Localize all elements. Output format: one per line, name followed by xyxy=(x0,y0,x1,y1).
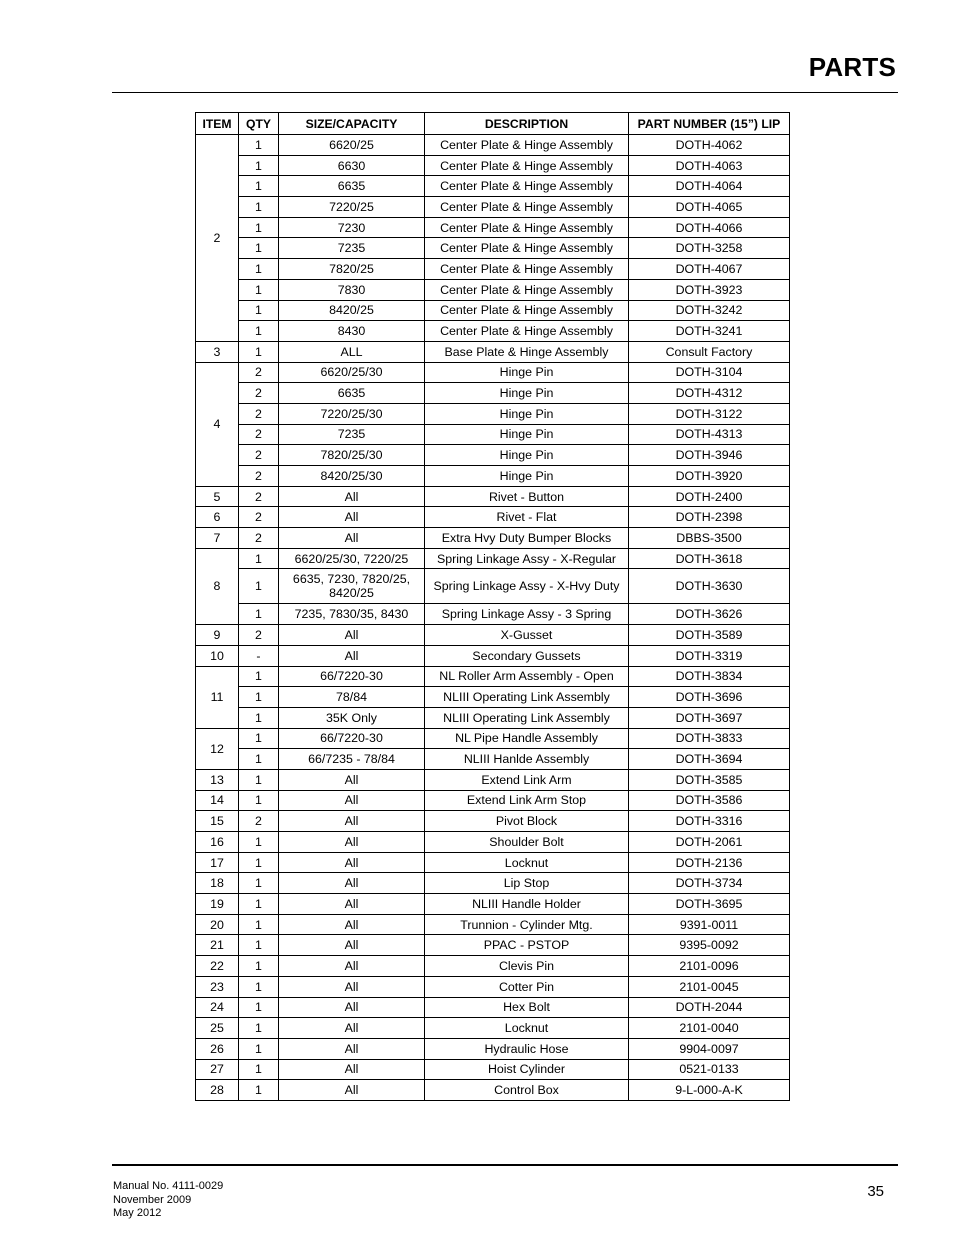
part-number-cell: 0521-0133 xyxy=(629,1059,790,1080)
page-number: 35 xyxy=(867,1183,884,1200)
size-capacity-cell: 7235, 7830/35, 8430 xyxy=(279,604,425,625)
item-number-cell: 5 xyxy=(196,486,239,507)
part-number-cell: DOTH-4312 xyxy=(629,383,790,404)
table-row xyxy=(196,811,790,832)
table-row xyxy=(196,300,790,321)
table-row xyxy=(196,894,790,915)
part-number-cell: DOTH-3695 xyxy=(629,894,790,915)
item-number-cell: 25 xyxy=(196,1018,239,1039)
qty-cell: 2 xyxy=(239,403,279,424)
table-row xyxy=(196,852,790,873)
qty-cell: 1 xyxy=(239,569,279,604)
description-cell: X-Gusset xyxy=(425,625,629,646)
part-number-cell: DOTH-3697 xyxy=(629,707,790,728)
part-number-cell: DOTH-3694 xyxy=(629,749,790,770)
qty-cell: 1 xyxy=(239,1080,279,1101)
qty-cell: 2 xyxy=(239,486,279,507)
size-capacity-cell: 6620/25/30 xyxy=(279,362,425,383)
description-cell: NLIII Handle Holder xyxy=(425,894,629,915)
part-number-cell: DOTH-3946 xyxy=(629,445,790,466)
item-number-cell: 3 xyxy=(196,341,239,362)
size-capacity-cell: ALL xyxy=(279,341,425,362)
qty-cell: 1 xyxy=(239,1038,279,1059)
table-row xyxy=(196,956,790,977)
description-cell: Center Plate & Hinge Assembly xyxy=(425,197,629,218)
qty-cell: 1 xyxy=(239,1059,279,1080)
qty-cell: 2 xyxy=(239,625,279,646)
qty-cell: 1 xyxy=(239,914,279,935)
description-cell: Center Plate & Hinge Assembly xyxy=(425,135,629,156)
part-number-cell: Consult Factory xyxy=(629,341,790,362)
header-part-number: PART NUMBER (15”) LIP xyxy=(629,113,790,135)
qty-cell: 1 xyxy=(239,1018,279,1039)
description-cell: NLIII Operating Link Assembly xyxy=(425,707,629,728)
part-number-cell: DOTH-3696 xyxy=(629,687,790,708)
size-capacity-cell: All xyxy=(279,790,425,811)
size-capacity-cell: All xyxy=(279,894,425,915)
part-number-cell: 9395-0092 xyxy=(629,935,790,956)
qty-cell: 1 xyxy=(239,155,279,176)
table-row xyxy=(196,935,790,956)
item-number-cell: 10 xyxy=(196,645,239,666)
item-number-cell: 13 xyxy=(196,769,239,790)
qty-cell: 2 xyxy=(239,383,279,404)
description-cell: Base Plate & Hinge Assembly xyxy=(425,341,629,362)
size-capacity-cell: All xyxy=(279,976,425,997)
manual-number: Manual No. 4111-0029 xyxy=(113,1180,224,1192)
table-row xyxy=(196,997,790,1018)
size-capacity-cell: 6635 xyxy=(279,176,425,197)
table-row xyxy=(196,259,790,280)
description-cell: Center Plate & Hinge Assembly xyxy=(425,259,629,280)
item-number-cell: 26 xyxy=(196,1038,239,1059)
size-capacity-cell: All xyxy=(279,873,425,894)
item-number-cell: 6 xyxy=(196,507,239,528)
size-capacity-cell: All xyxy=(279,507,425,528)
table-row xyxy=(196,548,790,569)
item-number-cell: 17 xyxy=(196,852,239,873)
item-number-cell: 19 xyxy=(196,894,239,915)
qty-cell: 1 xyxy=(239,769,279,790)
part-number-cell: DOTH-3923 xyxy=(629,279,790,300)
description-cell: Hinge Pin xyxy=(425,466,629,487)
part-number-cell: 2101-0096 xyxy=(629,956,790,977)
description-cell: Center Plate & Hinge Assembly xyxy=(425,279,629,300)
size-capacity-cell: 7235 xyxy=(279,238,425,259)
table-row xyxy=(196,625,790,646)
description-cell: Control Box xyxy=(425,1080,629,1101)
qty-cell: 1 xyxy=(239,259,279,280)
size-capacity-cell: All xyxy=(279,645,425,666)
table-row xyxy=(196,445,790,466)
description-cell: Hinge Pin xyxy=(425,383,629,404)
size-capacity-cell: All xyxy=(279,1038,425,1059)
table-row xyxy=(196,1018,790,1039)
description-cell: Clevis Pin xyxy=(425,956,629,977)
item-number-cell: 7 xyxy=(196,528,239,549)
part-number-cell: DOTH-3319 xyxy=(629,645,790,666)
size-capacity-cell: 78/84 xyxy=(279,687,425,708)
size-capacity-cell: All xyxy=(279,914,425,935)
item-number-cell: 27 xyxy=(196,1059,239,1080)
size-capacity-cell: 66/7235 - 78/84 xyxy=(279,749,425,770)
part-number-cell: 2101-0045 xyxy=(629,976,790,997)
qty-cell: 1 xyxy=(239,687,279,708)
qty-cell: 1 xyxy=(239,279,279,300)
description-cell: Locknut xyxy=(425,852,629,873)
description-cell: Spring Linkage Assy - X-Hvy Duty xyxy=(425,569,629,604)
item-number-cell: 11 xyxy=(196,666,239,728)
part-number-cell: DOTH-4067 xyxy=(629,259,790,280)
part-number-cell: DOTH-2400 xyxy=(629,486,790,507)
qty-cell: 2 xyxy=(239,424,279,445)
table-row xyxy=(196,728,790,749)
footer-rule xyxy=(112,1164,898,1166)
qty-cell: 1 xyxy=(239,176,279,197)
size-capacity-cell: All xyxy=(279,528,425,549)
part-number-cell: DOTH-2398 xyxy=(629,507,790,528)
table-row xyxy=(196,790,790,811)
header-rule xyxy=(112,92,898,93)
qty-cell: 1 xyxy=(239,707,279,728)
size-capacity-cell: All xyxy=(279,935,425,956)
description-cell: Hinge Pin xyxy=(425,403,629,424)
revision-date-2: May 2012 xyxy=(113,1207,162,1219)
qty-cell: 1 xyxy=(239,935,279,956)
table-row xyxy=(196,666,790,687)
table-row xyxy=(196,976,790,997)
qty-cell: 1 xyxy=(239,728,279,749)
table-row xyxy=(196,1038,790,1059)
size-capacity-cell: 7235 xyxy=(279,424,425,445)
qty-cell: 1 xyxy=(239,197,279,218)
size-capacity-cell: All xyxy=(279,1059,425,1080)
description-cell: Center Plate & Hinge Assembly xyxy=(425,155,629,176)
item-number-cell: 28 xyxy=(196,1080,239,1101)
size-capacity-cell: 6620/25/30, 7220/25 xyxy=(279,548,425,569)
size-capacity-cell: 7820/25/30 xyxy=(279,445,425,466)
header-description: DESCRIPTION xyxy=(425,113,629,135)
qty-cell: - xyxy=(239,645,279,666)
parts-table-body xyxy=(196,135,790,1101)
description-cell: Center Plate & Hinge Assembly xyxy=(425,238,629,259)
size-capacity-cell: 7820/25 xyxy=(279,259,425,280)
table-row xyxy=(196,155,790,176)
size-capacity-cell: 6635, 7230, 7820/25, 8420/25 xyxy=(279,569,425,604)
description-cell: Extend Link Arm Stop xyxy=(425,790,629,811)
item-number-cell: 12 xyxy=(196,728,239,769)
item-number-cell: 18 xyxy=(196,873,239,894)
table-row xyxy=(196,687,790,708)
part-number-cell: DOTH-3104 xyxy=(629,362,790,383)
description-cell: Center Plate & Hinge Assembly xyxy=(425,217,629,238)
part-number-cell: DOTH-3586 xyxy=(629,790,790,811)
item-number-cell: 2 xyxy=(196,135,239,342)
description-cell: Lip Stop xyxy=(425,873,629,894)
description-cell: NL Roller Arm Assembly - Open xyxy=(425,666,629,687)
table-row xyxy=(196,217,790,238)
table-row xyxy=(196,1059,790,1080)
table-row xyxy=(196,769,790,790)
qty-cell: 1 xyxy=(239,790,279,811)
part-number-cell: DOTH-3122 xyxy=(629,403,790,424)
item-number-cell: 4 xyxy=(196,362,239,486)
table-row xyxy=(196,135,790,156)
qty-cell: 1 xyxy=(239,832,279,853)
description-cell: NL Pipe Handle Assembly xyxy=(425,728,629,749)
table-row xyxy=(196,341,790,362)
qty-cell: 1 xyxy=(239,956,279,977)
description-cell: Rivet - Flat xyxy=(425,507,629,528)
table-row xyxy=(196,176,790,197)
part-number-cell: DOTH-3834 xyxy=(629,666,790,687)
description-cell: Cotter Pin xyxy=(425,976,629,997)
qty-cell: 2 xyxy=(239,528,279,549)
size-capacity-cell: All xyxy=(279,997,425,1018)
size-capacity-cell: 8420/25/30 xyxy=(279,466,425,487)
header-size-capacity: SIZE/CAPACITY xyxy=(279,113,425,135)
description-cell: Rivet - Button xyxy=(425,486,629,507)
item-number-cell: 22 xyxy=(196,956,239,977)
size-capacity-cell: All xyxy=(279,811,425,832)
item-number-cell: 20 xyxy=(196,914,239,935)
part-number-cell: 9904-0097 xyxy=(629,1038,790,1059)
qty-cell: 1 xyxy=(239,135,279,156)
header-row xyxy=(196,113,790,135)
part-number-cell: DOTH-3630 xyxy=(629,569,790,604)
description-cell: Extend Link Arm xyxy=(425,769,629,790)
part-number-cell: DOTH-3241 xyxy=(629,321,790,342)
size-capacity-cell: All xyxy=(279,486,425,507)
description-cell: Hinge Pin xyxy=(425,362,629,383)
table-row xyxy=(196,279,790,300)
size-capacity-cell: 66/7220-30 xyxy=(279,666,425,687)
description-cell: Center Plate & Hinge Assembly xyxy=(425,321,629,342)
revision-date-1: November 2009 xyxy=(113,1193,192,1206)
qty-cell: 2 xyxy=(239,507,279,528)
qty-cell: 1 xyxy=(239,873,279,894)
part-number-cell: 9391-0011 xyxy=(629,914,790,935)
part-number-cell: DOTH-3618 xyxy=(629,548,790,569)
description-cell: Extra Hvy Duty Bumper Blocks xyxy=(425,528,629,549)
part-number-cell: DOTH-4066 xyxy=(629,217,790,238)
qty-cell: 1 xyxy=(239,238,279,259)
size-capacity-cell: 7230 xyxy=(279,217,425,238)
part-number-cell: DOTH-2136 xyxy=(629,852,790,873)
description-cell: Pivot Block xyxy=(425,811,629,832)
part-number-cell: DOTH-4065 xyxy=(629,197,790,218)
part-number-cell: DOTH-4313 xyxy=(629,424,790,445)
part-number-cell: DOTH-3585 xyxy=(629,769,790,790)
size-capacity-cell: All xyxy=(279,956,425,977)
size-capacity-cell: All xyxy=(279,1018,425,1039)
part-number-cell: DOTH-4063 xyxy=(629,155,790,176)
table-row xyxy=(196,197,790,218)
item-number-cell: 23 xyxy=(196,976,239,997)
description-cell: Hinge Pin xyxy=(425,445,629,466)
size-capacity-cell: 8420/25 xyxy=(279,300,425,321)
footer-info xyxy=(113,1180,223,1221)
table-row xyxy=(196,749,790,770)
qty-cell: 2 xyxy=(239,811,279,832)
table-row xyxy=(196,645,790,666)
qty-cell: 1 xyxy=(239,976,279,997)
item-number-cell: 24 xyxy=(196,997,239,1018)
size-capacity-cell: All xyxy=(279,769,425,790)
table-row xyxy=(196,1080,790,1101)
description-cell: Hex Bolt xyxy=(425,997,629,1018)
table-row xyxy=(196,466,790,487)
table-row xyxy=(196,424,790,445)
description-cell: Center Plate & Hinge Assembly xyxy=(425,300,629,321)
part-number-cell: DOTH-3626 xyxy=(629,604,790,625)
part-number-cell: DOTH-3734 xyxy=(629,873,790,894)
qty-cell: 1 xyxy=(239,997,279,1018)
description-cell: Secondary Gussets xyxy=(425,645,629,666)
qty-cell: 1 xyxy=(239,300,279,321)
header-item: ITEM xyxy=(196,113,239,135)
item-number-cell: 8 xyxy=(196,548,239,624)
table-row xyxy=(196,321,790,342)
size-capacity-cell: All xyxy=(279,852,425,873)
size-capacity-cell: 35K Only xyxy=(279,707,425,728)
part-number-cell: DOTH-2044 xyxy=(629,997,790,1018)
table-row xyxy=(196,707,790,728)
table-row xyxy=(196,486,790,507)
item-number-cell: 14 xyxy=(196,790,239,811)
item-number-cell: 9 xyxy=(196,625,239,646)
description-cell: NLIII Hanlde Assembly xyxy=(425,749,629,770)
part-number-cell: DOTH-3833 xyxy=(629,728,790,749)
description-cell: Shoulder Bolt xyxy=(425,832,629,853)
qty-cell: 1 xyxy=(239,852,279,873)
part-number-cell: 2101-0040 xyxy=(629,1018,790,1039)
table-row xyxy=(196,832,790,853)
qty-cell: 1 xyxy=(239,749,279,770)
qty-cell: 2 xyxy=(239,466,279,487)
qty-cell: 1 xyxy=(239,217,279,238)
qty-cell: 2 xyxy=(239,362,279,383)
table-row xyxy=(196,528,790,549)
part-number-cell: 9-L-000-A-K xyxy=(629,1080,790,1101)
item-number-cell: 21 xyxy=(196,935,239,956)
qty-cell: 1 xyxy=(239,341,279,362)
qty-cell: 1 xyxy=(239,666,279,687)
table-row xyxy=(196,914,790,935)
part-number-cell: DOTH-4064 xyxy=(629,176,790,197)
size-capacity-cell: All xyxy=(279,832,425,853)
table-row xyxy=(196,403,790,424)
size-capacity-cell: 6630 xyxy=(279,155,425,176)
part-number-cell: DOTH-3242 xyxy=(629,300,790,321)
part-number-cell: DOTH-3589 xyxy=(629,625,790,646)
part-number-cell: DOTH-3258 xyxy=(629,238,790,259)
table-row xyxy=(196,873,790,894)
part-number-cell: DOTH-3316 xyxy=(629,811,790,832)
part-number-cell: DOTH-4062 xyxy=(629,135,790,156)
size-capacity-cell: 8430 xyxy=(279,321,425,342)
size-capacity-cell: 6620/25 xyxy=(279,135,425,156)
table-row xyxy=(196,569,790,604)
header-qty: QTY xyxy=(239,113,279,135)
parts-table-header xyxy=(196,113,790,135)
qty-cell: 1 xyxy=(239,604,279,625)
qty-cell: 1 xyxy=(239,548,279,569)
description-cell: Spring Linkage Assy - 3 Spring xyxy=(425,604,629,625)
description-cell: Locknut xyxy=(425,1018,629,1039)
table-row xyxy=(196,507,790,528)
description-cell: NLIII Operating Link Assembly xyxy=(425,687,629,708)
description-cell: PPAC - PSTOP xyxy=(425,935,629,956)
description-cell: Hydraulic Hose xyxy=(425,1038,629,1059)
part-number-cell: DOTH-3920 xyxy=(629,466,790,487)
part-number-cell: DOTH-2061 xyxy=(629,832,790,853)
description-cell: Hoist Cylinder xyxy=(425,1059,629,1080)
table-row xyxy=(196,604,790,625)
size-capacity-cell: 66/7220-30 xyxy=(279,728,425,749)
size-capacity-cell: 7220/25 xyxy=(279,197,425,218)
table-row xyxy=(196,383,790,404)
qty-cell: 1 xyxy=(239,321,279,342)
part-number-cell: DBBS-3500 xyxy=(629,528,790,549)
item-number-cell: 16 xyxy=(196,832,239,853)
size-capacity-cell: All xyxy=(279,1080,425,1101)
page-title: PARTS xyxy=(808,52,896,82)
description-cell: Hinge Pin xyxy=(425,424,629,445)
description-cell: Center Plate & Hinge Assembly xyxy=(425,176,629,197)
size-capacity-cell: 6635 xyxy=(279,383,425,404)
description-cell: Spring Linkage Assy - X-Regular xyxy=(425,548,629,569)
description-cell: Trunnion - Cylinder Mtg. xyxy=(425,914,629,935)
table-row xyxy=(196,362,790,383)
size-capacity-cell: 7830 xyxy=(279,279,425,300)
item-number-cell: 15 xyxy=(196,811,239,832)
size-capacity-cell: 7220/25/30 xyxy=(279,403,425,424)
table-row xyxy=(196,238,790,259)
qty-cell: 1 xyxy=(239,894,279,915)
qty-cell: 2 xyxy=(239,445,279,466)
size-capacity-cell: All xyxy=(279,625,425,646)
parts-table xyxy=(195,112,790,1101)
